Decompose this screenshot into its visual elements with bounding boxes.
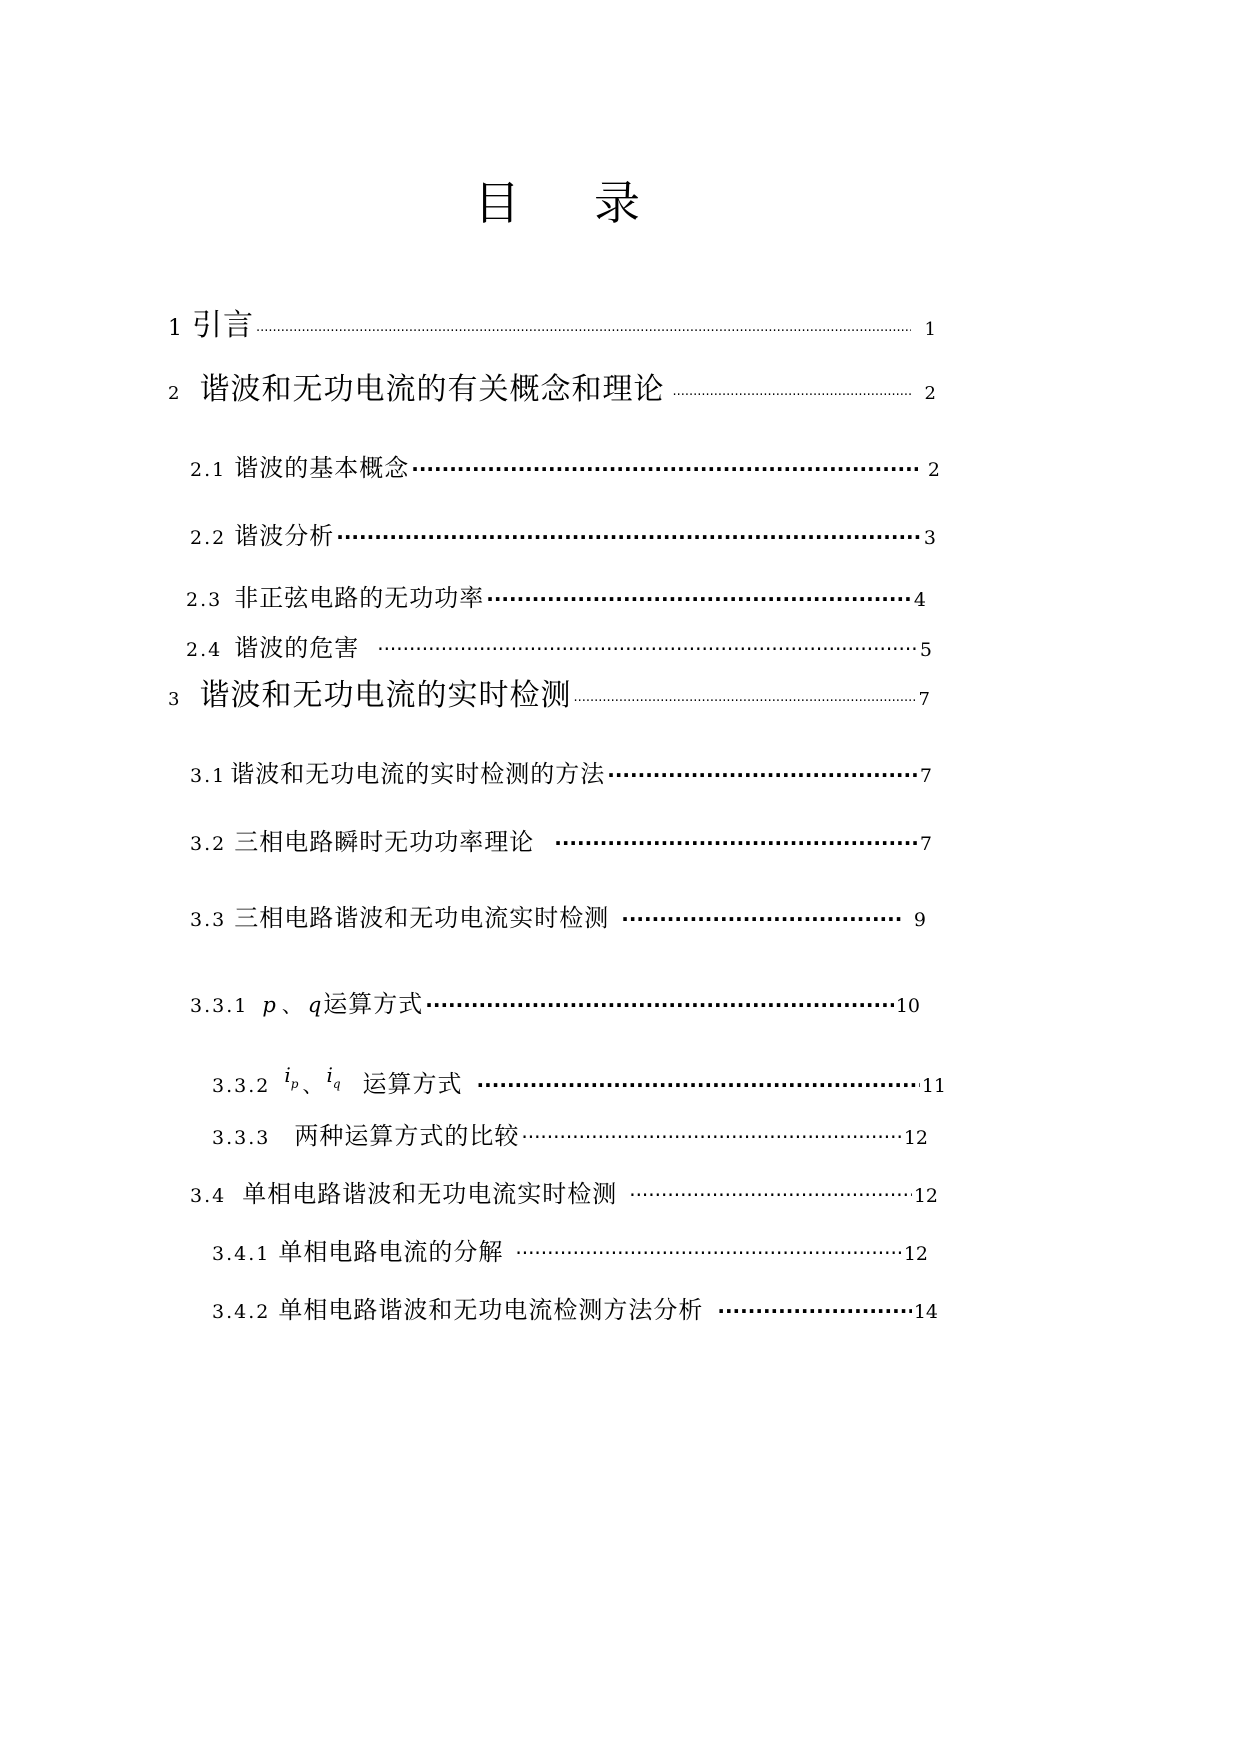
toc-entry-3-3-1[interactable]	[190, 984, 920, 1019]
symbol-i-q: i	[326, 1063, 333, 1087]
toc-entry-3-3[interactable]	[190, 898, 926, 933]
toc-entry-2-3[interactable]	[186, 578, 926, 613]
toc-entry-label: 两种运算方式的比较	[294, 1122, 520, 1150]
toc-page-number: 2	[924, 383, 936, 404]
toc-entry-3-2[interactable]	[190, 822, 932, 857]
toc-entry-2[interactable]	[168, 364, 936, 408]
toc-page-number: 4	[913, 589, 926, 611]
toc-entry-label: 谐波的危害	[234, 634, 360, 662]
toc-entry-number: 3.3.3	[212, 1127, 271, 1149]
toc-entry-number: 1	[168, 316, 184, 341]
toc-entry-number: 2.3	[186, 589, 223, 611]
toc-leader-dots	[521, 1125, 901, 1149]
toc-entry-label: 谐波分析	[234, 522, 335, 550]
toc-entry-label: 三相电路谐波和无功电流实时检测	[234, 904, 610, 932]
toc-entry-1[interactable]	[168, 300, 936, 344]
subscript-p: p	[290, 1077, 299, 1091]
toc-entry-label: 非正弦电路的无功功率	[234, 584, 485, 612]
title-char-2: 录	[594, 176, 640, 230]
toc-page-number: 12	[903, 1127, 928, 1149]
toc-leader-dots	[425, 993, 894, 1017]
toc-leader-dots	[607, 763, 918, 787]
toc-page-number: 7	[919, 765, 932, 787]
symbol-q: q	[307, 993, 322, 1017]
toc-page-number: 5	[919, 639, 932, 661]
toc-page-number: 14	[913, 1301, 938, 1323]
toc-entry-label: 三相电路瞬时无功功率理论	[234, 828, 535, 856]
toc-entry-label: 单相电路电流的分解	[278, 1238, 504, 1266]
toc-entry-label: 运算方式	[323, 990, 424, 1018]
toc-leader-dots	[256, 324, 911, 339]
subscript-q: q	[332, 1077, 341, 1091]
separator-mark: 、	[281, 993, 302, 1017]
page-title	[0, 168, 1241, 238]
toc-entry-label: 单相电路谐波和无功电流实时检测	[242, 1180, 618, 1208]
toc-page-number: 10	[895, 995, 920, 1017]
toc-entry-label: 谐波的基本概念	[234, 454, 410, 482]
toc-entry-3-4[interactable]	[190, 1174, 938, 1209]
toc-entry-2-1[interactable]	[190, 448, 940, 483]
toc-entry-number: 3.3	[190, 909, 227, 931]
toc-leader-dots	[621, 907, 902, 931]
toc-page-number: 11	[921, 1075, 946, 1097]
toc-entry-number: 3.3.1	[190, 995, 249, 1017]
toc-entry-3-4-1[interactable]	[212, 1232, 928, 1267]
toc-entry-number: 3.4.2	[212, 1301, 271, 1323]
toc-entry-3-1[interactable]	[190, 754, 932, 789]
toc-leader-dots	[717, 1299, 911, 1323]
symbol-p: p	[262, 993, 276, 1017]
toc-leader-dots	[336, 525, 922, 549]
toc-entry-3-3-2[interactable]	[212, 1064, 946, 1099]
toc-entry-number: 3.3.2	[212, 1075, 271, 1097]
toc-leader-dots	[377, 637, 918, 661]
toc-entry-number: 3.1	[190, 765, 227, 787]
toc-entry-label: 运算方式	[362, 1070, 463, 1098]
toc-entry-number: 2.4	[186, 639, 223, 661]
toc-entry-label: 引言	[192, 308, 254, 343]
toc-leader-dots	[672, 388, 910, 403]
toc-leader-dots	[411, 457, 918, 481]
toc-page-number: 7	[919, 833, 932, 855]
toc-leader-dots	[629, 1183, 912, 1207]
symbol-i-p: i	[284, 1063, 291, 1087]
toc-leader-dots	[573, 694, 916, 709]
toc-page-number: 1	[924, 319, 936, 340]
toc-entry-2-2[interactable]	[190, 516, 936, 551]
toc-entry-number: 3	[168, 689, 182, 710]
toc-entry-number: 2.1	[190, 459, 227, 481]
title-char-1: 目	[474, 176, 520, 230]
toc-entry-number: 3.2	[190, 833, 227, 855]
toc-page-number: 9	[913, 909, 926, 931]
toc-entry-label: 谐波和无功电流的有关概念和理论	[199, 372, 665, 407]
toc-page-number: 12	[903, 1243, 928, 1265]
toc-entry-label: 谐波和无功电流的实时检测的方法	[230, 760, 606, 788]
toc-entry-number: 2	[168, 383, 182, 404]
toc-leader-dots	[515, 1241, 901, 1265]
toc-entry-3-4-2[interactable]	[212, 1290, 938, 1325]
toc-page-number: 12	[913, 1185, 938, 1207]
toc-entry-number: 3.4.1	[212, 1243, 271, 1265]
toc-page-number: 3	[923, 527, 936, 549]
toc-leader-dots	[477, 1073, 920, 1097]
toc-entry-3-3-3[interactable]	[212, 1116, 928, 1151]
toc-entry-number: 2.2	[190, 527, 227, 549]
separator-mark: 、	[302, 1073, 323, 1097]
toc-entry-2-4[interactable]	[186, 628, 932, 663]
toc-entry-3[interactable]	[168, 670, 930, 714]
toc-page-number: 2	[927, 459, 940, 481]
toc-entry-label: 谐波和无功电流的实时检测	[199, 678, 572, 713]
toc-entry-number: 3.4	[190, 1185, 227, 1207]
toc-leader-dots	[554, 831, 918, 855]
toc-page-number: 7	[918, 689, 930, 710]
toc-leader-dots	[486, 587, 912, 611]
toc-entry-label: 单相电路谐波和无功电流检测方法分析	[278, 1296, 704, 1324]
